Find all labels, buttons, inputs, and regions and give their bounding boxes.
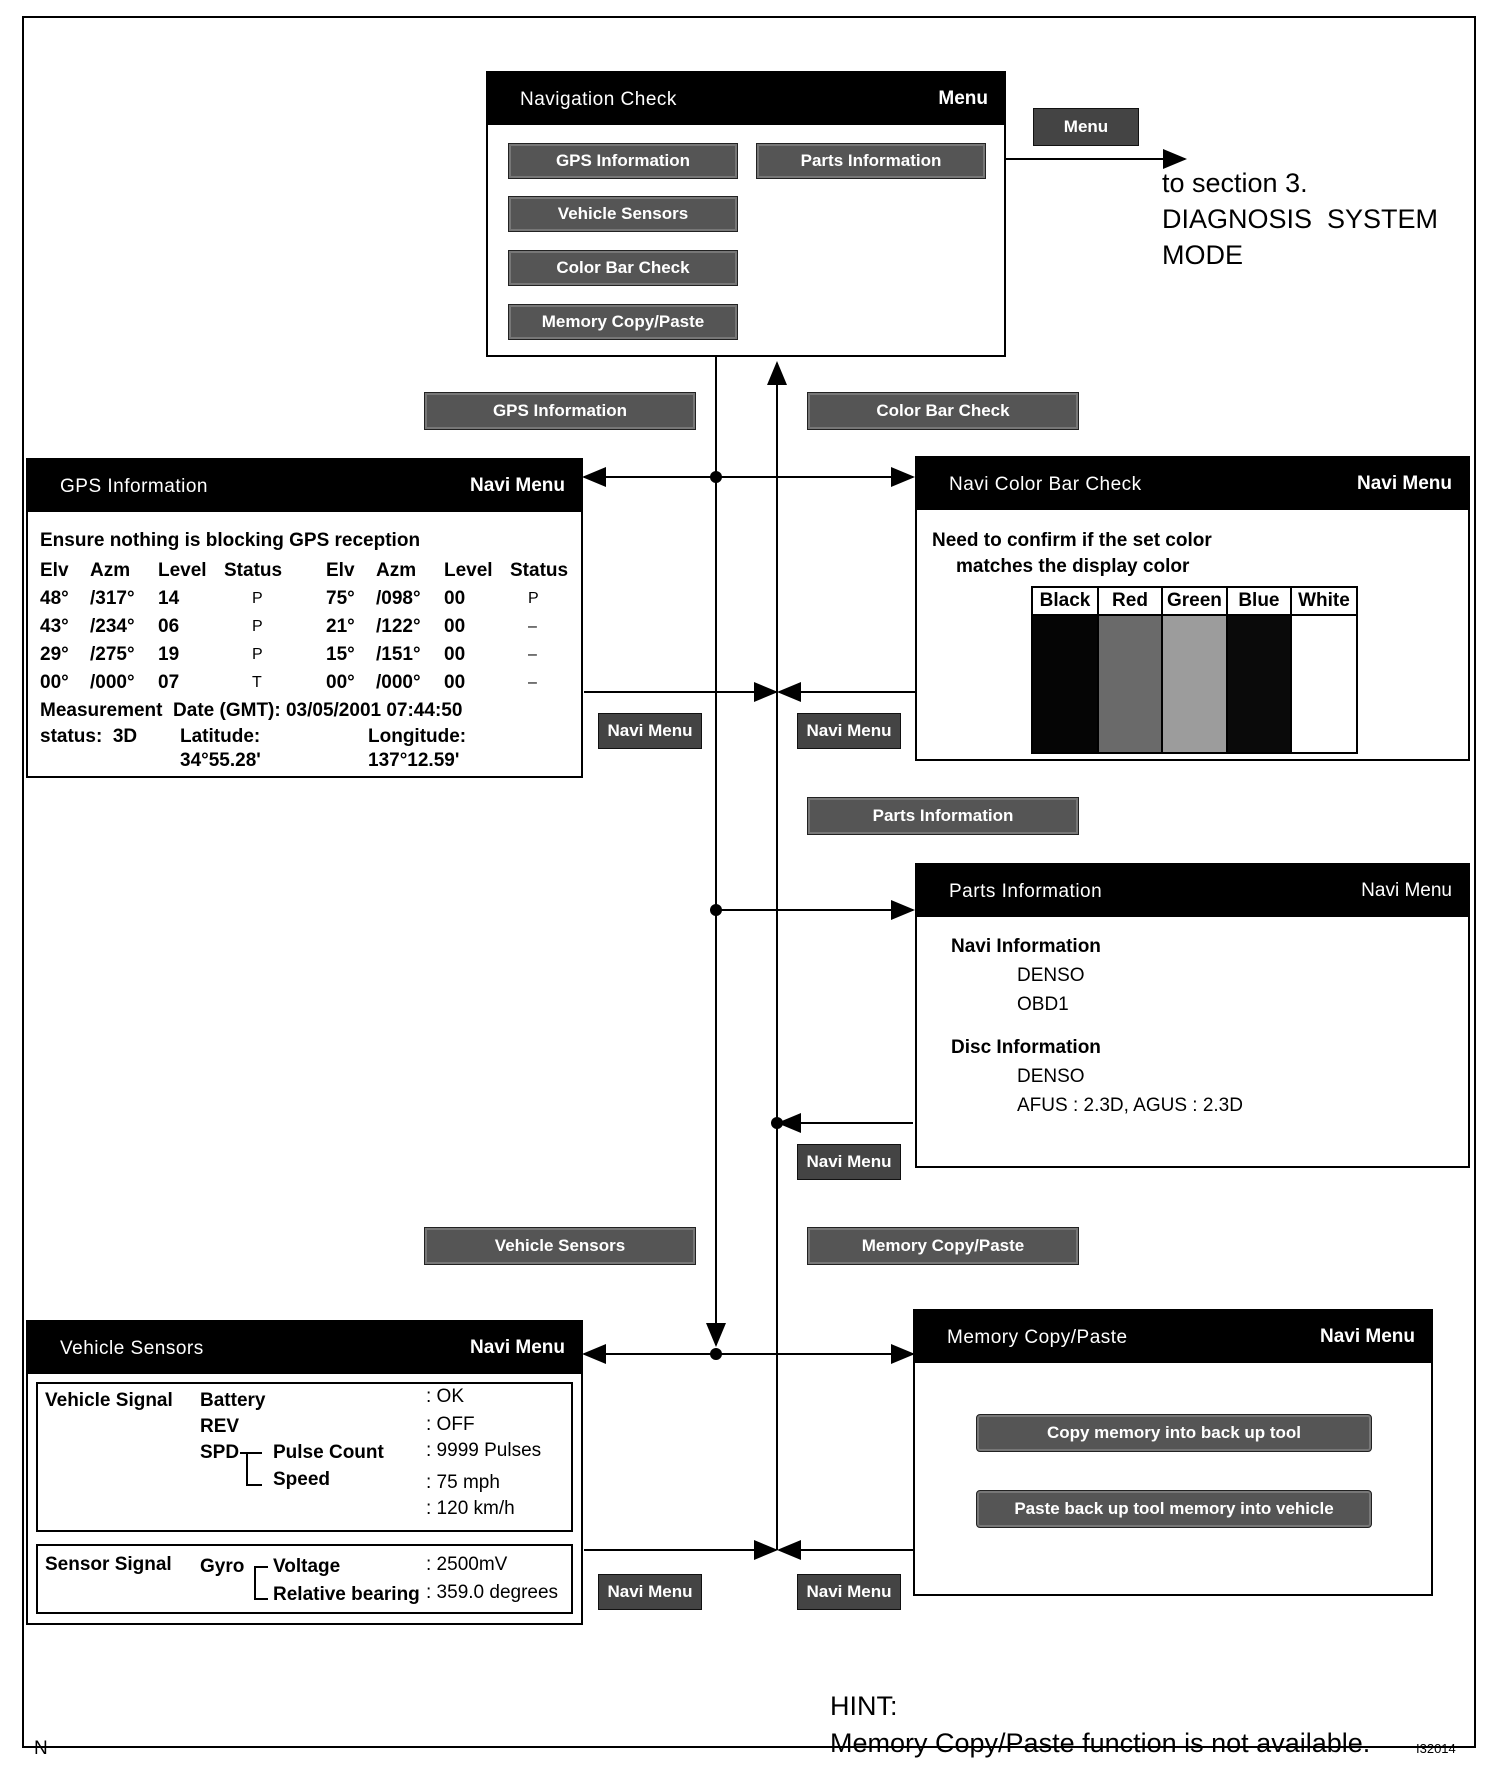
figure-id: I32014: [1416, 1741, 1456, 1756]
gps-longitude-label: Longitude:: [368, 726, 467, 747]
table-row: [40, 585, 570, 613]
color-label-red: Red: [1098, 587, 1162, 615]
disc-information-label: Disc Information: [951, 1037, 1101, 1058]
color-bar-table: [1031, 586, 1358, 754]
relative-bearing-label: Relative bearing: [273, 1584, 420, 1605]
cell: P: [252, 618, 263, 635]
sensor-signal-label: Sensor Signal: [45, 1554, 172, 1575]
cell: P: [252, 646, 263, 663]
cell: /275°: [90, 644, 135, 665]
gps-satellite-table: [40, 557, 570, 697]
color-swatch: [1162, 615, 1227, 753]
cell: 00: [444, 672, 466, 693]
vehicle-sensors-title: Vehicle Sensors: [60, 1338, 204, 1359]
cell: P: [252, 590, 263, 607]
vehicle-sensors-navi-menu-button[interactable]: Navi Menu: [469, 1337, 565, 1358]
col-header: Level: [158, 560, 207, 581]
relative-bearing-value: : 359.0 degrees: [426, 1582, 559, 1603]
color-label-black: Black: [1032, 587, 1098, 615]
color-bar-check-button[interactable]: Color Bar Check: [508, 250, 738, 286]
color-swatch: [1291, 615, 1357, 753]
color-bar-navi-menu-button[interactable]: Navi Menu: [1356, 473, 1452, 494]
cell: /151°: [376, 644, 421, 665]
voltage-label: Voltage: [273, 1556, 341, 1577]
navi-menu-return-memory[interactable]: Navi Menu: [797, 1574, 901, 1610]
goto-diagnosis-text: DIAGNOSIS SYSTEM: [1162, 204, 1439, 234]
navi-information-label: Navi Information: [951, 936, 1101, 957]
navi-menu-return-gps[interactable]: Navi Menu: [598, 713, 702, 749]
hint-label: HINT:: [830, 1691, 898, 1721]
gps-latitude-value: 34°55.28': [180, 750, 261, 771]
navi-menu-return-vehicle[interactable]: Navi Menu: [598, 1574, 702, 1610]
battery-value: : OK: [426, 1386, 465, 1407]
cell: –: [528, 618, 537, 635]
flow-label-parts: Parts Information: [807, 797, 1079, 835]
col-header: Status: [510, 560, 569, 581]
menu-button[interactable]: Menu: [938, 88, 988, 109]
vehicle-signal-label: Vehicle Signal: [45, 1390, 173, 1411]
color-bar-instruction-1: Need to confirm if the set color: [932, 530, 1212, 551]
vehicle-sensors-panel: [26, 1320, 583, 1625]
cell: 29°: [40, 644, 69, 665]
cell: /122°: [376, 616, 421, 637]
voltage-value: : 2500mV: [426, 1554, 508, 1575]
navi-information-line: OBD1: [1017, 994, 1069, 1015]
table-row: [40, 613, 570, 641]
navi-menu-return-parts[interactable]: Navi Menu: [797, 1144, 901, 1180]
cell: –: [528, 674, 537, 691]
memory-copy-paste-panel: [913, 1309, 1433, 1596]
col-header: Elv: [326, 560, 355, 581]
cell: 00: [444, 616, 466, 637]
gps-navi-menu-button[interactable]: Navi Menu: [469, 475, 565, 496]
parts-information-button[interactable]: Parts Information: [756, 143, 986, 179]
color-label-white: White: [1291, 587, 1357, 615]
spd-bracket: [246, 1452, 262, 1486]
cell: 07: [158, 672, 180, 693]
cell: 00: [444, 588, 466, 609]
cell: 75°: [326, 588, 355, 609]
cell: 00: [444, 644, 466, 665]
memory-copy-paste-button[interactable]: Memory Copy/Paste: [508, 304, 738, 340]
col-header: Status: [224, 560, 283, 581]
gps-information-button[interactable]: GPS Information: [508, 143, 738, 179]
paste-memory-button[interactable]: Paste back up tool memory into vehicle: [976, 1490, 1372, 1528]
pulse-count-value: : 9999 Pulses: [426, 1440, 542, 1461]
cell: /234°: [90, 616, 135, 637]
col-header: Elv: [40, 560, 69, 581]
flow-label-color-bar: Color Bar Check: [807, 392, 1079, 430]
cell: 14: [158, 588, 180, 609]
flow-label-memory: Memory Copy/Paste: [807, 1227, 1079, 1265]
goto-mode-text: MODE: [1162, 240, 1243, 270]
memory-title: Memory Copy/Paste: [947, 1327, 1128, 1348]
copy-memory-button[interactable]: Copy memory into back up tool: [976, 1414, 1372, 1452]
col-header: Azm: [90, 560, 131, 581]
color-swatch: [1032, 615, 1098, 753]
gps-panel-title: GPS Information: [60, 476, 208, 497]
disc-information-line: DENSO: [1017, 1066, 1085, 1087]
battery-label: Battery: [200, 1390, 266, 1411]
cell: /000°: [90, 672, 135, 693]
speed-label: Speed: [273, 1469, 331, 1490]
cell: 48°: [40, 588, 69, 609]
cell: 15°: [326, 644, 355, 665]
navi-menu-return-color[interactable]: Navi Menu: [797, 713, 901, 749]
col-header: Level: [444, 560, 493, 581]
gps-information-panel: [26, 458, 583, 778]
color-swatch: [1227, 615, 1291, 753]
gps-measurement: Measurement Date (GMT): 03/05/2001 07:44:50: [40, 700, 463, 721]
cell: 19: [158, 644, 180, 665]
parts-navi-menu-button[interactable]: Navi Menu: [1361, 880, 1452, 901]
navi-information-line: DENSO: [1017, 965, 1085, 986]
gps-latitude-label: Latitude:: [180, 726, 261, 747]
parts-title: Parts Information: [949, 881, 1103, 902]
goto-section-text: to section 3.: [1162, 168, 1308, 198]
table-row: [40, 641, 570, 669]
pulse-count-label: Pulse Count: [273, 1442, 384, 1463]
color-swatch: [1098, 615, 1162, 753]
cell: 43°: [40, 616, 69, 637]
color-bar-check-panel: [915, 456, 1470, 761]
gyro-label: Gyro: [200, 1556, 245, 1577]
disc-information-line: AFUS : 2.3D, AGUS : 2.3D: [1017, 1095, 1243, 1116]
cell: 21°: [326, 616, 355, 637]
color-label-green: Green: [1162, 587, 1227, 615]
side-menu-button[interactable]: Menu: [1033, 108, 1139, 146]
flow-label-vehicle: Vehicle Sensors: [424, 1227, 696, 1265]
corner-mark: N: [34, 1738, 48, 1759]
hint-text: Memory Copy/Paste function is not available.: [830, 1728, 1371, 1758]
gps-table-header: [40, 557, 570, 585]
cell: 00°: [40, 672, 69, 693]
gps-longitude-value: 137°12.59': [368, 750, 460, 771]
cell: /000°: [376, 672, 421, 693]
navigation-check-panel: [486, 71, 1006, 357]
cell: T: [252, 674, 262, 691]
table-row: [40, 669, 570, 697]
cell: 06: [158, 616, 180, 637]
color-label-blue: Blue: [1227, 587, 1291, 615]
spd-bracket-stub: [240, 1452, 246, 1454]
spd-label: SPD: [200, 1442, 240, 1463]
cell: 00°: [326, 672, 355, 693]
gps-notice: Ensure nothing is blocking GPS reception: [40, 530, 421, 551]
gps-status: status: 3D: [40, 726, 138, 747]
color-bar-instruction-2: matches the display color: [956, 556, 1190, 577]
speed-kmh-value: : 120 km/h: [426, 1498, 515, 1519]
col-header: Azm: [376, 560, 417, 581]
cell: –: [528, 646, 537, 663]
memory-navi-menu-button[interactable]: Navi Menu: [1319, 1326, 1415, 1347]
vehicle-sensors-button[interactable]: Vehicle Sensors: [508, 196, 738, 232]
rev-value: : OFF: [426, 1414, 475, 1435]
color-bar-title: Navi Color Bar Check: [949, 474, 1142, 495]
speed-mph-value: : 75 mph: [426, 1472, 500, 1493]
rev-label: REV: [200, 1416, 240, 1437]
cell: P: [528, 590, 539, 607]
navigation-check-title: Navigation Check: [520, 89, 677, 110]
gyro-bracket: [254, 1566, 268, 1600]
cell: /317°: [90, 588, 135, 609]
parts-information-panel: [915, 863, 1470, 1168]
flow-label-gps: GPS Information: [424, 392, 696, 430]
cell: /098°: [376, 588, 421, 609]
